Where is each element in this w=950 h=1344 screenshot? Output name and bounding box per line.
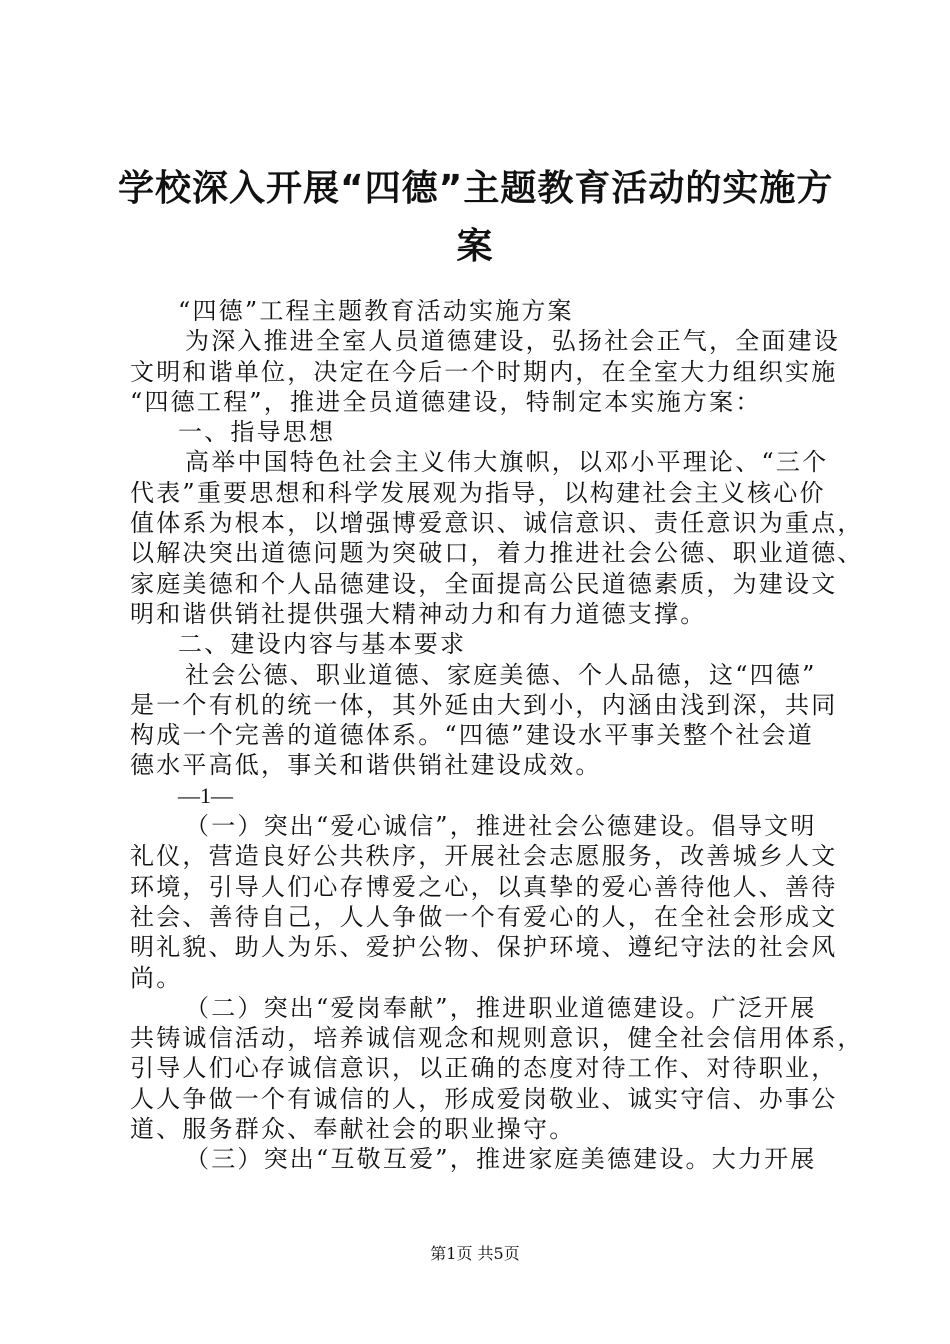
page-footer: 第1页 共5页 — [430, 1244, 520, 1263]
section-heading: 一、指导思想 — [178, 418, 336, 447]
paragraph-line: （二）突出“爱岗奉献”，推进职业道德建设。广泛开展 — [185, 993, 817, 1022]
paragraph-line: “四德工程”，推进全员道德建设，特制定本实施方案： — [130, 387, 762, 416]
paragraph-line: 构成一个完善的道德体系。“四德”建设水平事关整个社会道 — [130, 721, 814, 750]
paragraph-line: 道、服务群众、奉献社会的职业操守。 — [130, 1115, 576, 1144]
paragraph-line: 尚。 — [130, 963, 183, 992]
inline-page-marker: —1— — [178, 782, 233, 808]
paragraph-line: 高举中国特色社会主义伟大旗帜，以邓小平理论、“三个 — [185, 448, 829, 477]
paragraph-line: 德水平高低，事关和谐供销社建设成效。 — [130, 751, 602, 780]
paragraph-line: 共铸诚信活动，培养诚信观念和规则意识，健全社会信用体系， — [130, 1024, 864, 1053]
paragraph-line: 以解决突出道德问题为突破口，着力推进社会公德、职业道德、 — [130, 539, 864, 568]
paragraph-line: （三）突出“互敬互爱”，推进家庭美德建设。大力开展 — [185, 1145, 817, 1174]
paragraph-line: 人人争做一个有诚信的人，形成爱岗敬业、诚实守信、办事公 — [130, 1084, 838, 1113]
document-title-line-1: 学校深入开展“四德”主题教育活动的实施方 — [118, 168, 834, 209]
paragraph-line: 值体系为根本，以增强博爱意识、诚信意识、责任意识为重点， — [130, 509, 864, 538]
paragraph-line: 明和谐供销社提供强大精神动力和有力道德支撑。 — [130, 599, 707, 628]
paragraph-line: 家庭美德和个人品德建设，全面提高公民道德素质，为建设文 — [130, 569, 838, 598]
paragraph-line: 文明和谐单位，决定在今后一个时期内，在全室大力组织实施 — [130, 357, 838, 386]
section-heading: 二、建设内容与基本要求 — [178, 630, 467, 659]
document-body — [130, 296, 864, 1175]
subtitle-line: “四德”工程主题教育活动实施方案 — [178, 297, 574, 325]
paragraph-line: 社会、善待自己，人人争做一个有爱心的人，在全社会形成文 — [130, 902, 838, 931]
paragraph-line: 是一个有机的统一体，其外延由大到小，内涵由浅到深，共同 — [130, 690, 838, 719]
paragraph-line: 社会公德、职业道德、家庭美德、个人品德，这“四德” — [185, 660, 817, 689]
paragraph-line: 代表”重要思想和科学发展观为指导，以构建社会主义核心价 — [130, 478, 826, 507]
paragraph-line: 环境，引导人们心存博爱之心，以真挚的爱心善待他人、善待 — [130, 872, 838, 901]
paragraph-line: 明礼貌、助人为乐、爱护公物、保护环境、遵纪守法的社会风 — [130, 933, 838, 962]
document-title-line-2: 案 — [456, 226, 494, 267]
paragraph-line: 礼仪，营造良好公共秩序，开展社会志愿服务，改善城乡人文 — [130, 842, 838, 871]
paragraph-line: （一）突出“爱心诚信”，推进社会公德建设。倡导文明 — [185, 812, 817, 841]
paragraph-line: 为深入推进全室人员道德建设，弘扬社会正气，全面建设 — [185, 327, 840, 356]
paragraph-line: 引导人们心存诚信意识，以正确的态度对待工作、对待职业， — [130, 1054, 838, 1083]
